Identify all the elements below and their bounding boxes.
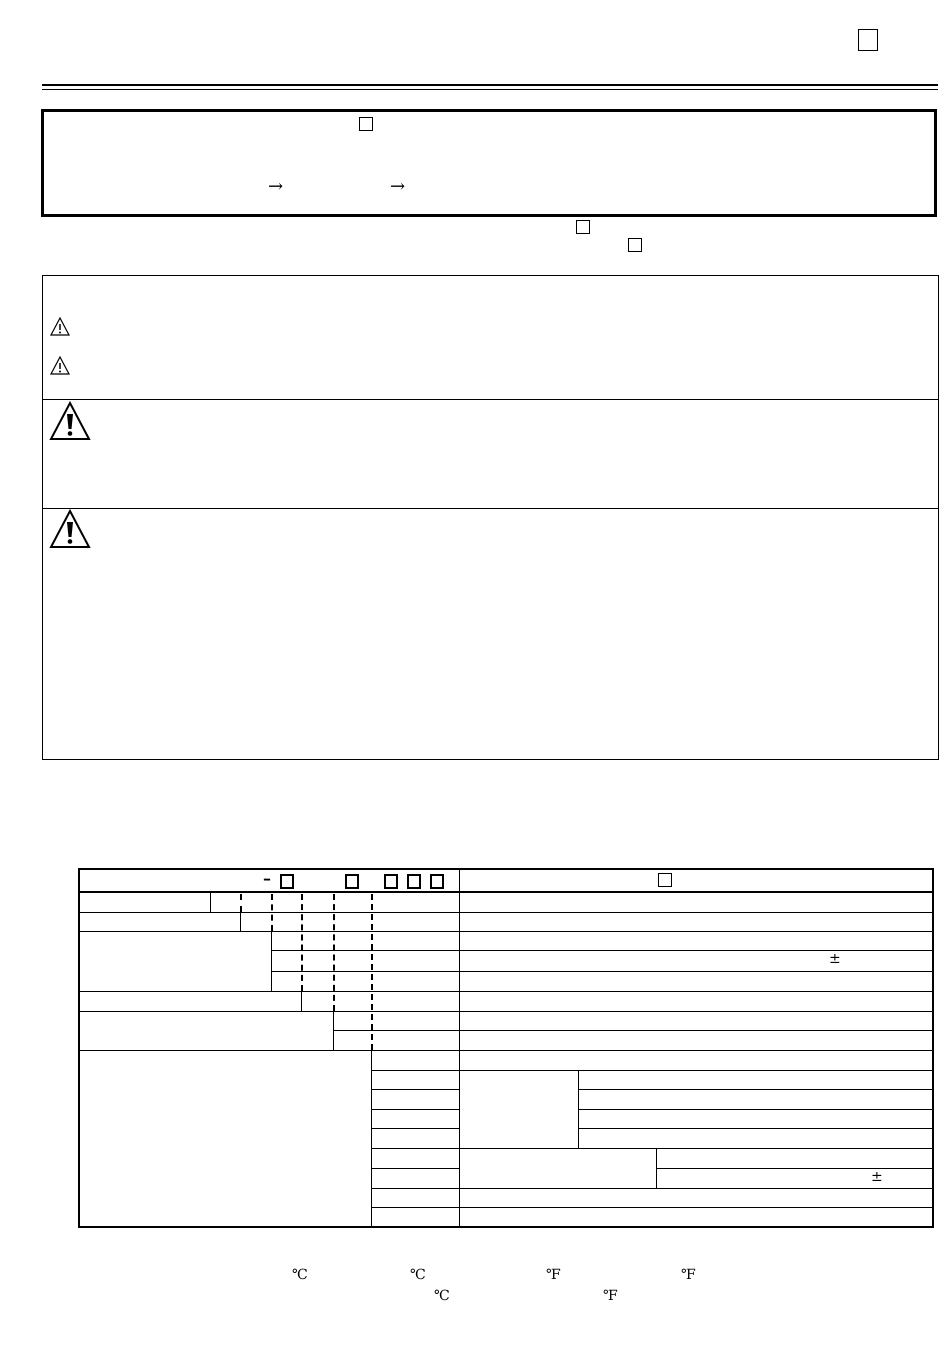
fahrenheit-unit: ℉	[603, 1288, 618, 1304]
table-column-divider	[459, 870, 460, 1226]
table-header-rule	[80, 891, 932, 893]
table-sub-divider	[578, 1070, 579, 1148]
table-step-line	[271, 931, 272, 991]
table-step-line	[333, 1011, 334, 1050]
table-row-rule	[371, 1148, 932, 1149]
page-corner-box	[858, 29, 878, 51]
notice-box	[41, 109, 937, 217]
reference-square-icon	[576, 220, 590, 234]
table-row-rule	[371, 1128, 932, 1129]
table-row-rule	[80, 931, 932, 932]
code-square-icon	[430, 874, 444, 889]
table-row-rule	[80, 1011, 932, 1012]
table-step-line	[301, 991, 302, 1011]
code-square-icon	[407, 874, 421, 889]
table-sub-rule-cover	[460, 1109, 578, 1110]
title-rule-bottom	[42, 89, 938, 90]
fahrenheit-unit: ℉	[681, 1267, 696, 1283]
table-sub-rule-cover	[460, 1089, 578, 1090]
title-rule-top	[42, 84, 938, 86]
code-square-icon	[280, 874, 294, 889]
table-row-rule	[371, 1188, 932, 1189]
table-step-line	[240, 912, 241, 931]
warning-triangle-large-icon	[49, 401, 91, 441]
warning-triangle-small-icon	[50, 356, 70, 375]
table-row-rule	[371, 1070, 932, 1071]
code-square-icon	[345, 874, 359, 889]
plus-minus-symbol: ±	[829, 951, 841, 967]
celsius-unit: ℃	[292, 1267, 308, 1283]
safety-box	[42, 275, 939, 760]
code-position-line	[240, 894, 242, 912]
table-row-rule	[371, 1109, 932, 1110]
warning-triangle-large-icon	[49, 509, 91, 549]
table-step-line	[371, 1050, 372, 1226]
celsius-unit: ℃	[434, 1288, 450, 1304]
table-row-rule	[371, 1089, 932, 1090]
fahrenheit-unit: ℉	[546, 1267, 561, 1283]
safety-divider	[43, 508, 938, 509]
table-row-rule	[333, 1030, 932, 1031]
table-row-rule	[80, 912, 932, 913]
table-row-rule	[80, 991, 932, 992]
code-position-line	[333, 894, 335, 1011]
notice-square-icon	[359, 117, 373, 131]
table-sub-rule-cover	[460, 1128, 578, 1129]
table-step-line	[210, 891, 211, 912]
flow-arrow-icon: →	[268, 176, 284, 197]
plus-minus-symbol: ±	[871, 1169, 883, 1185]
code-position-line	[271, 894, 273, 931]
table-row-rule	[80, 1050, 932, 1051]
table-sub-rule-cover	[460, 1168, 656, 1169]
warning-triangle-small-icon	[50, 317, 70, 336]
celsius-unit: ℃	[410, 1267, 426, 1283]
code-position-line	[371, 894, 373, 1050]
header-dash: –	[263, 869, 271, 888]
table-row-rule	[371, 1207, 932, 1208]
code-position-line	[301, 894, 303, 991]
flow-arrow-icon: →	[390, 176, 406, 197]
code-square-icon	[384, 874, 398, 889]
reference-square-icon	[628, 238, 642, 252]
table-sub-divider	[656, 1148, 657, 1188]
header-square-icon	[658, 873, 672, 887]
safety-divider	[43, 399, 938, 400]
spec-table	[78, 868, 934, 1228]
